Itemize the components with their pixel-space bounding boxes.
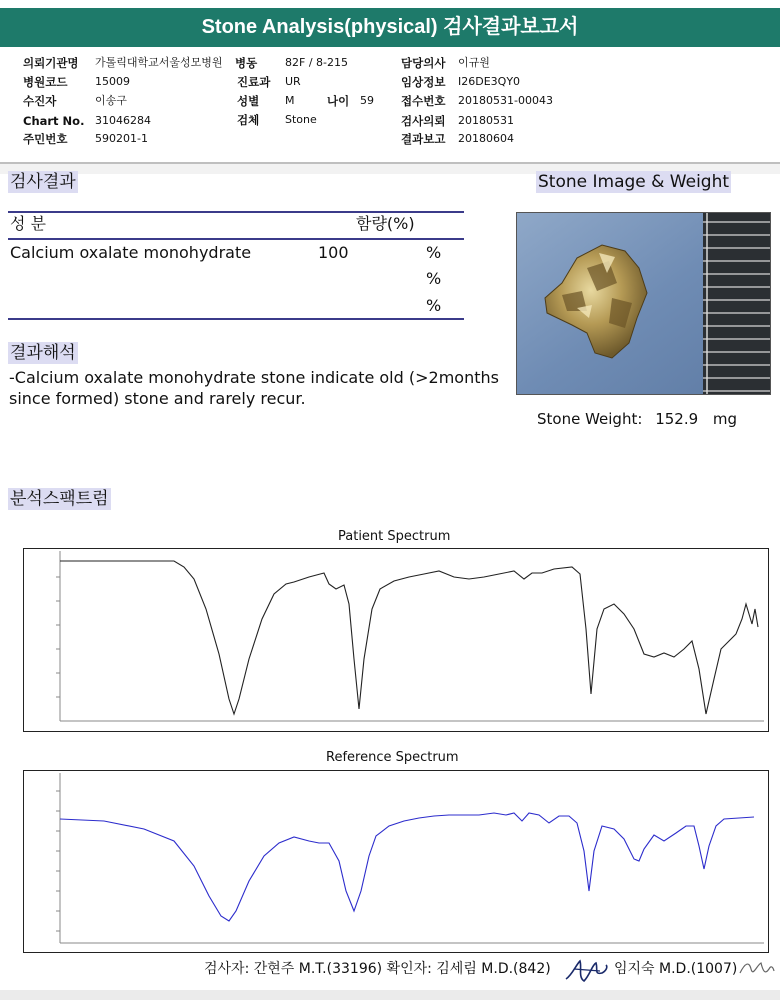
table-cell-unit: %: [426, 243, 442, 262]
clinical-label: 임상정보: [401, 75, 446, 89]
interpretation-line: -Calcium oxalate monohydrate stone indicate old (>2months: [9, 368, 499, 387]
dept-value: UR: [285, 75, 301, 88]
request-label: 검사의뢰: [401, 114, 446, 128]
spectrum-section-title: 분석스팩트럼: [10, 489, 109, 509]
examiner-text: 검사자: 간현주 M.T.(33196) 확인자: 김세림 M.D.(842): [204, 961, 551, 977]
results-section-title: 검사결과: [10, 172, 76, 192]
table-rule-bottom: [8, 318, 464, 320]
weight-value: 152.9: [655, 410, 699, 428]
sex-label: 성별: [237, 94, 260, 108]
bottom-band: [0, 990, 780, 1000]
component-header: 성 분: [10, 214, 46, 233]
reference-spectrum-chart: [23, 770, 769, 953]
id-label: 주민번호: [23, 132, 68, 146]
weight-label: Stone Weight:: [537, 410, 643, 428]
reference-spectrum-plot: [24, 771, 768, 952]
signature-line: [204, 958, 551, 978]
patient-spectrum-chart: [23, 548, 769, 732]
doctor-value: 이규원: [458, 56, 490, 69]
receipt-value: 20180531-00043: [458, 94, 553, 107]
hospital-code-value: 15009: [95, 75, 130, 88]
interpretation-text: [9, 367, 504, 409]
sex-value: M: [285, 94, 295, 107]
institution-value: 가톨릭대학교서울성모병원: [95, 56, 223, 69]
table-cell-component: Calcium oxalate monohydrate: [10, 243, 252, 262]
specimen-label: 검체: [237, 113, 260, 127]
composition-table: [8, 211, 464, 321]
clinical-value: I26DE3QY0: [458, 75, 521, 88]
dept-label: 진료과: [237, 75, 271, 89]
report-value: 20180604: [458, 132, 514, 145]
stone-image: [516, 212, 771, 395]
institution-label: 의뢰기관명: [23, 56, 79, 70]
interpretation-section-title: 결과해석: [10, 343, 76, 363]
patient-spectrum-title: Patient Spectrum: [338, 529, 451, 544]
report-title: Stone Analysis(physical) 검사결과보고서: [0, 8, 780, 47]
weight-unit: mg: [712, 410, 738, 428]
doctor-label: 담당의사: [401, 56, 446, 70]
table-cell-amount: 100: [318, 243, 349, 262]
table-rule-header: [8, 238, 464, 240]
amount-header: 함량(%): [356, 214, 415, 233]
stone-photo: [517, 213, 771, 395]
table-cell-unit: %: [426, 296, 442, 315]
specimen-value: Stone: [285, 113, 317, 126]
request-value: 20180531: [458, 114, 514, 127]
signature-line-2: [614, 958, 737, 978]
age-value: 59: [360, 94, 374, 107]
stone-section-title: Stone Image & Weight: [538, 172, 730, 192]
patient-info: [0, 52, 780, 164]
chart-value: 31046284: [95, 114, 151, 127]
receipt-label: 접수번호: [401, 94, 446, 108]
collector-value: 이송구: [95, 94, 127, 107]
signature-mark: [562, 955, 610, 987]
ward-label: 병동: [235, 56, 258, 70]
ward-value: 82F / 8-215: [285, 56, 348, 69]
age-label: 나이: [327, 94, 350, 108]
chart-label: Chart No.: [23, 114, 85, 128]
director-text: 임지숙 M.D.(1007): [614, 961, 738, 977]
hospital-code-label: 병원코드: [23, 75, 68, 89]
report-label: 결과보고: [401, 132, 446, 146]
table-cell-unit: %: [426, 269, 442, 288]
collector-label: 수진자: [23, 94, 57, 108]
signature-mark-2: [737, 955, 777, 985]
patient-spectrum-plot: [24, 549, 768, 731]
reference-spectrum-title: Reference Spectrum: [326, 750, 459, 765]
interpretation-line: since formed) stone and rarely recur.: [9, 389, 306, 408]
stone-weight: [537, 410, 737, 428]
id-value: 590201-1: [95, 132, 148, 145]
